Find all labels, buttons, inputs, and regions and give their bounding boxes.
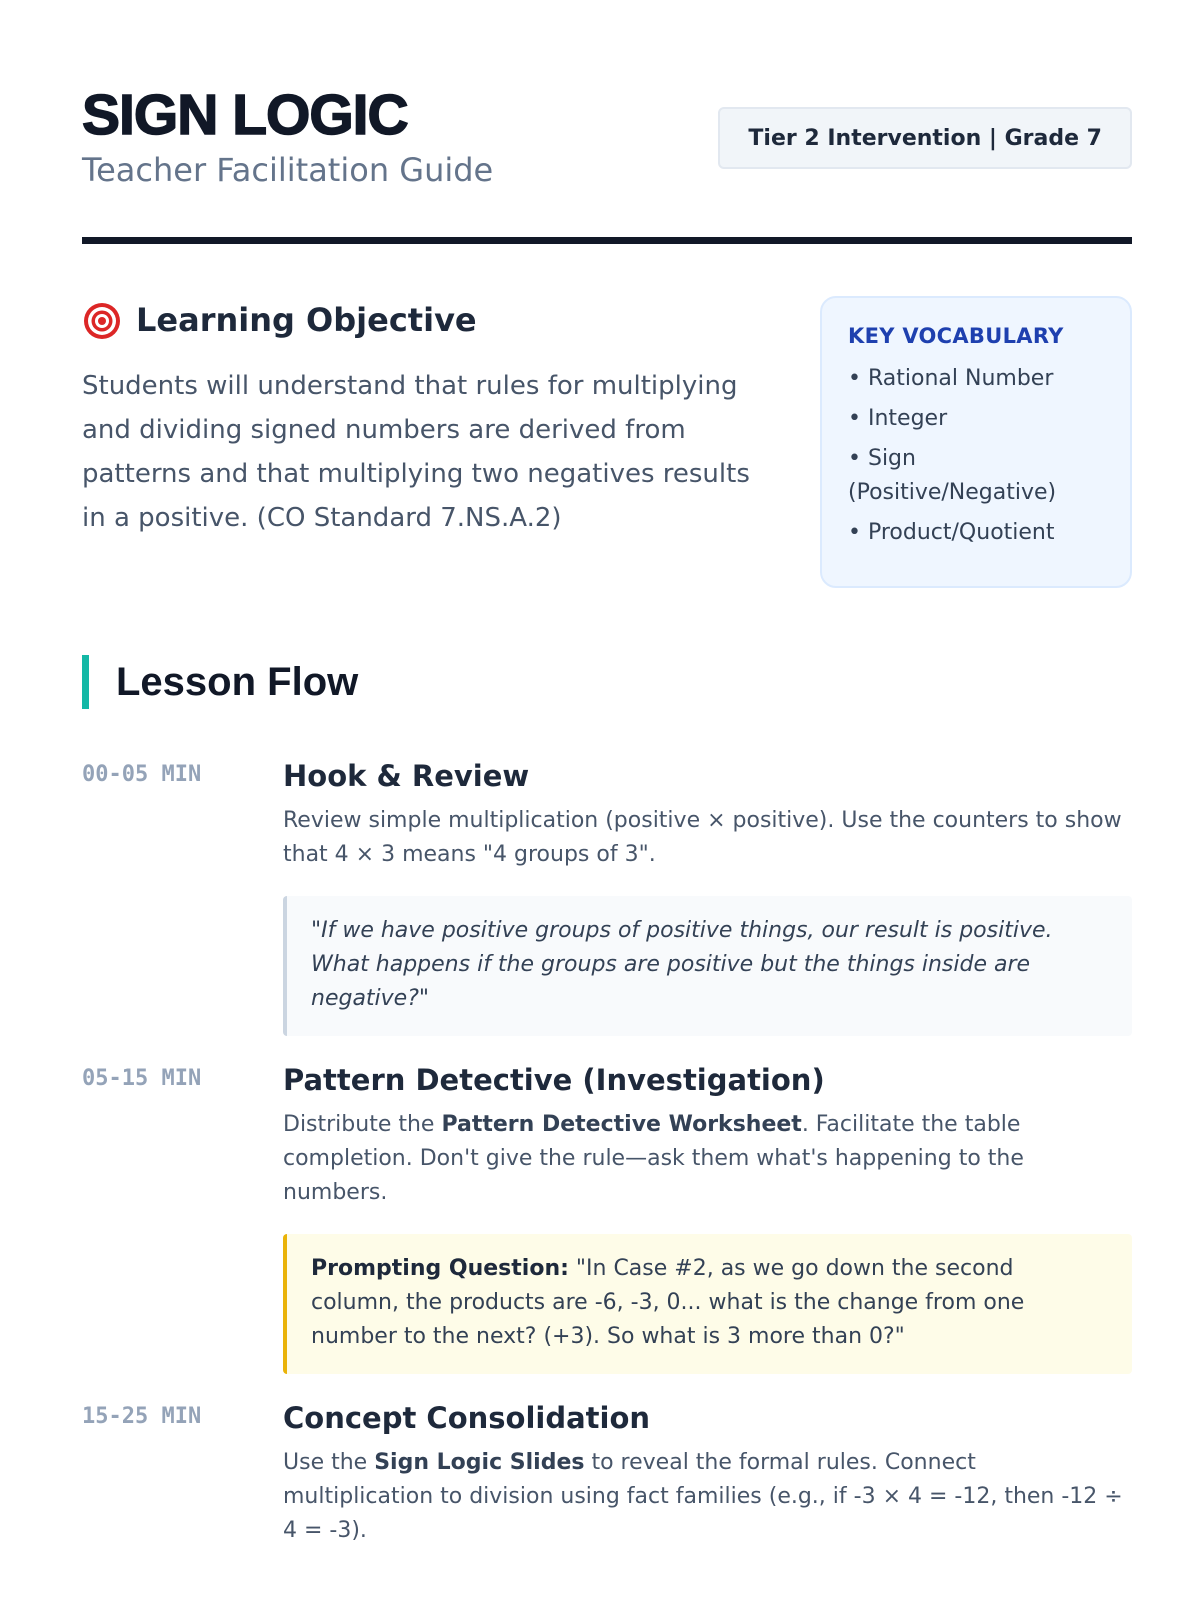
- page-subtitle: Teacher Facilitation Guide: [82, 151, 494, 189]
- objective-heading: Learning Objective: [136, 301, 477, 339]
- step-body: [283, 756, 1132, 1036]
- description-text: to reveal the formal rules. Connect multiplication to division using fact families (e.g., if -3 × 4 = -12, then -12 ÷ 4 = -3).: [283, 1450, 1123, 1543]
- step-description: Review simple multiplication (positive × positive). Use the counters to show that 4 × 3 means "4 groups of 3".: [283, 808, 1122, 867]
- description-text: Distribute the: [283, 1112, 442, 1137]
- description-text: Use the: [283, 1450, 375, 1475]
- description-text: . Facilitate the table completion. Don't give the rule—ask them what's happening to the numbers.: [283, 1112, 1024, 1205]
- slides-name: Sign Logic Slides: [374, 1450, 585, 1475]
- step-title: Concept Consolidation: [283, 1401, 651, 1435]
- tier-grade-badge: Tier 2 Intervention | Grade 7: [718, 107, 1132, 169]
- worksheet-name: Pattern Detective Worksheet: [441, 1112, 802, 1137]
- teacher-quote-box: "If we have positive groups of positive things, our result is positive. What happens if the groups are positive but the things inside are negative?": [283, 896, 1132, 1036]
- prompt-text: "In Case #2, as we go down the second column, the products are -6, -3, 0... what is the change from one number to the next? (+3). So what is 3 more than 0?": [311, 1256, 1025, 1349]
- vocabulary-item: • Rational Number: [848, 362, 1104, 396]
- page-header: [82, 84, 1132, 244]
- step-title: Hook & Review: [283, 759, 530, 793]
- vocabulary-item: • Product/Quotient: [848, 516, 1104, 550]
- prompt-label: Prompting Question:: [311, 1256, 569, 1281]
- key-vocabulary-box: [820, 296, 1132, 588]
- step-time: 15-25 MIN: [82, 1404, 202, 1429]
- vocabulary-list: [848, 362, 1104, 550]
- step-description: [283, 1108, 1132, 1210]
- step-description: [283, 1446, 1132, 1548]
- step-title: Pattern Detective (Investigation): [283, 1063, 825, 1097]
- header-divider: [82, 237, 1132, 244]
- vocabulary-item: • Sign (Positive/Negative): [848, 442, 1104, 510]
- step-time: 00-05 MIN: [82, 762, 202, 787]
- target-icon: [82, 301, 122, 341]
- vocabulary-title: KEY VOCABULARY: [848, 324, 1064, 348]
- step-body: [283, 1398, 1132, 1548]
- vocabulary-item: • Integer: [848, 402, 1104, 436]
- page-title: SIGN LOGIC: [82, 83, 408, 147]
- step-body: [283, 1060, 1132, 1374]
- objective-text: Students will understand that rules for multiplying and dividing signed numbers are derived from patterns and that multiplying two negatives results in a positive. (CO Standard 7.NS.A.2): [82, 371, 750, 533]
- lesson-flow-heading: Lesson Flow: [82, 655, 358, 709]
- step-time: 05-15 MIN: [82, 1066, 202, 1091]
- prompting-question-box: [283, 1234, 1132, 1374]
